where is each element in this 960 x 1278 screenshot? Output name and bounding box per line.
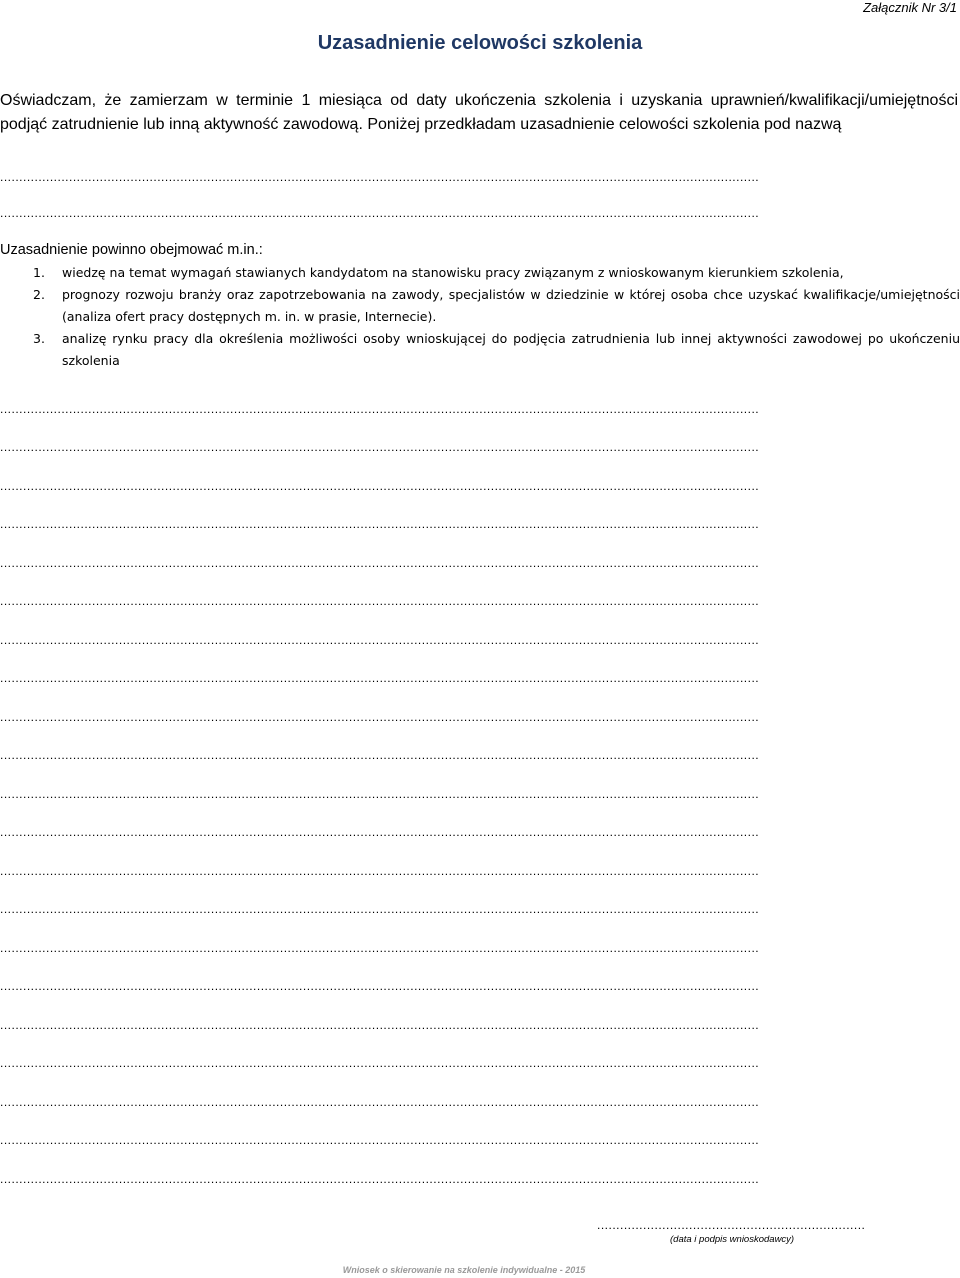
- justification-line[interactable]: ......................................................................................................................................................................................................: [0, 1018, 760, 1032]
- justification-line[interactable]: ......................................................................................................................................................................................................: [0, 864, 760, 878]
- justification-line[interactable]: ......................................................................................................................................................................................................: [0, 710, 760, 724]
- requirement-text: wiedzę na temat wymagań stawianych kandydatom na stanowisku pracy związanym z wnioskowanym kierunkiem szkolenia,: [62, 265, 844, 280]
- justification-line[interactable]: ......................................................................................................................................................................................................: [0, 1172, 760, 1186]
- justification-line[interactable]: ......................................................................................................................................................................................................: [0, 979, 760, 993]
- signature-caption: (data i podpis wnioskodawcy): [670, 1234, 795, 1245]
- justification-line[interactable]: ......................................................................................................................................................................................................: [0, 748, 760, 762]
- name-fill-line-1[interactable]: ......................................................................................................................................................................................................: [0, 170, 760, 184]
- requirements-list: [0, 262, 960, 372]
- requirement-item: [0, 328, 960, 372]
- requirements-intro: Uzasadnienie powinno obejmować m.in.:: [0, 242, 263, 258]
- justification-line[interactable]: ......................................................................................................................................................................................................: [0, 440, 760, 454]
- justification-line[interactable]: ......................................................................................................................................................................................................: [0, 671, 760, 685]
- justification-line[interactable]: ......................................................................................................................................................................................................: [0, 902, 760, 916]
- justification-line[interactable]: ......................................................................................................................................................................................................: [0, 825, 760, 839]
- justification-line[interactable]: ......................................................................................................................................................................................................: [0, 787, 760, 801]
- justification-line[interactable]: ......................................................................................................................................................................................................: [0, 633, 760, 647]
- requirement-text: prognozy rozwoju branży oraz zapotrzebowania na zawody, specjalistów w dziedzinie w której osoba chce uzyskać kwalifikacje/umiejętności (analiza ofert pracy dostępnych m. in. w prasie, Internecie).: [62, 287, 960, 324]
- signature-line[interactable]: ......................................................................: [597, 1218, 866, 1232]
- page-footer: Wniosek o skierowanie na szkolenie indywidualne - 2015: [342, 1265, 586, 1275]
- requirement-item: [0, 284, 960, 328]
- justification-line[interactable]: ......................................................................................................................................................................................................: [0, 402, 760, 416]
- justification-line[interactable]: ......................................................................................................................................................................................................: [0, 479, 760, 493]
- page-title: Uzasadnienie celowości szkolenia: [317, 32, 643, 54]
- name-fill-line-2[interactable]: ......................................................................................................................................................................................................: [0, 206, 760, 220]
- justification-line[interactable]: ......................................................................................................................................................................................................: [0, 1133, 760, 1147]
- requirement-text: analizę rynku pracy dla określenia możliwości osoby wnioskującej do podjęcia zatrudnienia lub innej aktywności zawodowej po ukończeniu szkolenia: [62, 331, 960, 368]
- requirement-number: 3.: [33, 331, 45, 346]
- justification-line[interactable]: ......................................................................................................................................................................................................: [0, 556, 760, 570]
- annex-label: Załącznik Nr 3/1: [863, 0, 957, 15]
- declaration-text: Oświadczam, że zamierzam w terminie 1 miesiąca od daty ukończenia szkolenia i uzyskania uprawnień/kwalifikacji/umiejętności podjąć zatrudnienie lub inną aktywność zawodową. Poniżej przedkładam uzasadnienie celowości szkolenia pod nazwą: [0, 92, 958, 133]
- justification-line[interactable]: ......................................................................................................................................................................................................: [0, 594, 760, 608]
- justification-line[interactable]: ......................................................................................................................................................................................................: [0, 941, 760, 955]
- requirement-item: [0, 262, 960, 284]
- requirement-number: 2.: [33, 287, 45, 302]
- requirement-number: 1.: [33, 265, 45, 280]
- justification-line[interactable]: ......................................................................................................................................................................................................: [0, 1056, 760, 1070]
- justification-line[interactable]: ......................................................................................................................................................................................................: [0, 1095, 760, 1109]
- justification-line[interactable]: ......................................................................................................................................................................................................: [0, 517, 760, 531]
